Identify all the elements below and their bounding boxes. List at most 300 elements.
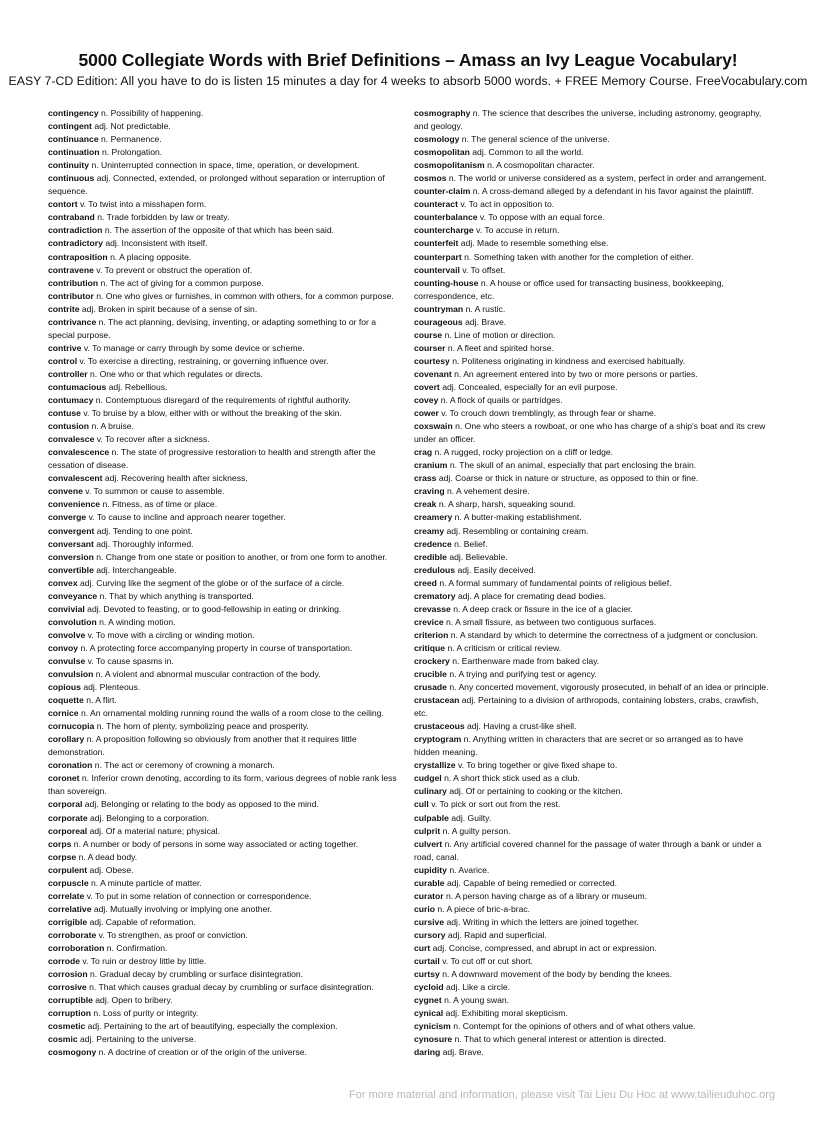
entry-definition: adj. Tending to one point. [96,525,193,536]
entry-definition: n. Something taken with another for the completion of either. [464,251,694,262]
entry-term: continuity [48,160,90,171]
entry-term: counter-claim [414,186,471,197]
dictionary-entry [48,107,401,120]
dictionary-entry [414,185,770,198]
entry-term: continuation [48,147,100,158]
entry-definition: v. To exercise a directing, restraining, or governing influence over. [79,355,329,366]
entry-term: courser [414,342,446,353]
entry-term: curtsy [414,969,440,980]
dictionary-entry [414,642,770,655]
entry-term: cudgel [414,773,442,784]
dictionary-entry [48,968,401,981]
entry-term: cygnet [414,995,442,1006]
entry-definition: n. That which causes gradual decay by crumbling or surface disintegration. [89,982,374,993]
entry-definition: n. A rustic. [465,303,506,314]
entry-term: cosmology [414,134,460,145]
dictionary-entry [48,772,401,798]
entry-term: contradictory [48,238,103,249]
dictionary-entry [414,107,770,133]
entry-term: credible [414,551,447,562]
entry-definition: n. A trying and purifying test or agency. [449,669,597,680]
entry-term: curt [414,943,431,953]
entry-term: control [48,355,78,366]
entry-definition: n. A cosmopolitan character. [487,160,595,171]
entry-term: criterion [414,629,449,640]
entry-term: coronet [48,773,80,784]
dictionary-entry [414,577,770,590]
dictionary-entry [48,655,401,668]
entry-term: controller [48,368,88,379]
entry-definition: n. The world or universe considered as a system, perfect in order and arrangement. [448,173,767,184]
entry-definition: n. The skull of an animal, especially that part enclosing the brain. [449,460,697,471]
entry-definition: n. A house or office used for transacting business, bookkeeping, correspondence, etc. [414,277,724,301]
entry-term: courtesy [414,355,450,366]
entry-definition: n. Trade forbidden by law or treaty. [97,212,230,223]
entry-term: contraband [48,212,95,223]
entry-definition: v. To put in some relation of connection or correspondence. [86,890,312,901]
dictionary-entry [414,864,770,877]
entry-definition: n. Permanence. [101,134,162,145]
dictionary-entry [414,629,770,642]
entry-term: counting-house [414,277,479,288]
entry-definition: adj. Inconsistent with itself. [105,238,208,249]
entry-term: crustacean [414,695,460,706]
entry-definition: adj. Belonging to a corporation. [90,812,209,823]
entry-term: cornice [48,708,79,719]
dictionary-entry [48,224,401,237]
entry-definition: v. To bruise by a blow, either with or without the breaking of the skin. [83,408,342,419]
entry-definition: n. A small fissure, as between two contiguous surfaces. [446,616,657,627]
entry-definition: n. Contemptuous disregard of the requirements of rightful authority. [95,395,351,406]
dictionary-entry [414,981,770,994]
dictionary-entry [48,564,401,577]
entry-definition: adj. Obese. [89,864,134,875]
entry-term: convertible [48,564,94,575]
dictionary-entry [414,251,770,264]
entry-term: conversion [48,551,94,562]
entry-definition: adj. Having a crust-like shell. [467,721,577,732]
entry-definition: v. To prevent or obstruct the operation of. [96,264,253,275]
entry-term: contravene [48,264,94,275]
entry-definition: adj. Recovering health after sickness. [104,473,248,484]
entry-definition: n. A protecting force accompanying property in course of transportation. [80,642,353,653]
entry-term: corporate [48,812,88,823]
dictionary-entry [414,485,770,498]
entry-definition: n. Prolongation. [101,147,163,158]
entry-term: corroborate [48,929,97,940]
entry-definition: n. Possibility of happening. [101,108,204,118]
footer-note: For more material and information, please visit Tai Lieu Du Hoc at www.tailieuduhoc.org [349,1089,775,1101]
dictionary-entry [48,525,401,538]
dictionary-entry [414,798,770,811]
entry-definition: v. To accuse in return. [476,225,560,236]
entry-term: corruption [48,1008,91,1019]
dictionary-entry [414,994,770,1007]
entry-definition: v. To offset. [462,264,506,275]
dictionary-entry [414,694,770,720]
entry-definition: adj. Pertaining to the art of beautifying, especially the complexion. [87,1021,338,1032]
entry-term: copious [48,682,81,693]
dictionary-entry [48,642,401,655]
entry-term: corporeal [48,825,88,836]
entry-term: cranium [414,460,448,471]
entry-definition: n. A dead body. [78,851,138,862]
dictionary-entry [414,720,770,733]
entry-definition: adj. Of a material nature; physical. [89,825,220,836]
dictionary-entry [48,825,401,838]
entry-definition: n. The act of giving for a common purpose. [100,277,264,288]
entry-definition: n. A butter-making establishment. [454,512,582,523]
dictionary-entry [48,237,401,250]
entry-term: contingent [48,121,92,132]
entry-definition: adj. Rapid and superficial. [447,929,547,940]
dictionary-entry [414,668,770,681]
dictionary-entry [48,394,401,407]
dictionary-entry [414,903,770,916]
dictionary-entry [414,211,770,224]
entry-definition: n. A piece of bric-a-brac. [437,903,531,914]
entry-definition: n. One who or that which regulates or directs. [90,368,263,379]
dictionary-entry [414,381,770,394]
dictionary-entry [414,733,770,759]
dictionary-entry [414,472,770,485]
dictionary-entry [48,590,401,603]
entry-term: contraposition [48,251,108,262]
entry-term: covenant [414,368,452,379]
entry-definition: n. A winding motion. [99,616,176,627]
dictionary-entry [48,511,401,524]
entry-term: daring [414,1047,441,1058]
entry-definition: n. A bruise. [91,421,134,432]
page-title: 5000 Collegiate Words with Brief Definitions – Amass an Ivy League Vocabulary! [78,50,738,70]
dictionary-entry [48,342,401,355]
dictionary-entry [48,1020,401,1033]
entry-definition: n. That by which anything is transported. [99,590,254,601]
entry-definition: n. Change from one state or position to another, or from one form to another. [96,551,388,562]
dictionary-entry [414,1007,770,1020]
entry-definition: adj. Concise, compressed, and abrupt in act or expression. [432,943,657,953]
dictionary-entry [48,472,401,485]
entry-term: course [414,329,443,340]
dictionary-entry [48,316,401,342]
entry-definition: adj. Curving like the segment of the globe or of the surface of a circle. [80,577,345,588]
entry-term: coquette [48,695,84,706]
dictionary-entry [48,290,401,303]
dictionary-entry [414,1033,770,1046]
entry-term: cynosure [414,1034,453,1045]
entry-term: covey [414,395,439,406]
dictionary-entry [414,303,770,316]
entry-term: convulse [48,655,86,666]
entry-term: contuse [48,408,81,419]
dictionary-entry [414,407,770,420]
dictionary-entry [48,498,401,511]
entry-term: convex [48,577,78,588]
entry-definition: n. One who gives or furnishes, in common with others, for a common purpose. [96,290,394,301]
entry-term: convalesce [48,434,95,445]
entry-definition: adj. Interchangeable. [96,564,177,575]
entry-term: convergent [48,525,95,536]
entry-definition: adj. Guilty. [451,812,492,823]
entry-definition: adj. A place for cremating dead bodies. [457,590,607,601]
entry-term: credulous [414,564,456,575]
entry-term: conversant [48,538,94,549]
dictionary-entry [414,198,770,211]
entry-term: cosmetic [48,1021,86,1032]
entry-term: crematory [414,590,456,601]
entry-term: convolve [48,629,86,640]
dictionary-entry [414,446,770,459]
dictionary-entry [414,1020,770,1033]
dictionary-entry [48,355,401,368]
entry-definition: v. To strengthen, as proof or conviction. [98,929,248,940]
dictionary-entry [414,681,770,694]
dictionary-entry [414,355,770,368]
entry-definition: adj. Broken in spirit because of a sense of sin. [81,303,258,314]
entry-term: corrosion [48,969,88,980]
dictionary-entry [48,538,401,551]
entry-term: creamery [414,512,453,523]
entry-term: contort [48,199,78,210]
entry-definition: adj. Plenteous. [83,682,141,693]
entry-definition: adj. Connected, extended, or prolonged without separation or interruption of sequence. [48,173,385,197]
right-column [414,107,770,1059]
entry-term: corruptible [48,995,93,1006]
entry-term: convolution [48,616,97,627]
entry-definition: n. A deep crack or fissure in the ice of a glacier. [453,603,633,614]
entry-definition: n. A number or body of persons in some way associated or acting together. [73,838,359,849]
dictionary-entry [414,838,770,864]
entry-definition: n. That to which general interest or attention is directed. [454,1034,667,1045]
page-subtitle: EASY 7-CD Edition: All you have to do is listen 15 minutes a day for 4 weeks to absorb 5000 words. + FREE Memory Course. FreeVocabulary.com [8,74,808,88]
dictionary-entry [414,890,770,903]
dictionary-entry [48,133,401,146]
entry-definition: v. To move with a circling or winding motion. [87,629,255,640]
entry-definition: n. A formal summary of fundamental points of religious belief. [439,577,672,588]
entry-definition: n. A guilty person. [442,825,511,836]
dictionary-entry [48,303,401,316]
dictionary-entry [48,146,401,159]
entry-term: convene [48,486,83,497]
entry-definition: n. A placing opposite. [110,251,192,262]
entry-term: contributor [48,290,94,301]
entry-definition: n. Gradual decay by crumbling or surface disintegration. [90,969,304,980]
entry-definition: n. Earthenware made from baked clay. [452,655,600,666]
dictionary-entry [414,785,770,798]
entry-term: culpable [414,812,449,823]
entry-term: conveyance [48,590,98,601]
dictionary-entry [48,603,401,616]
entry-definition: adj. Capable of reformation. [89,916,196,927]
entry-term: counterfeit [414,238,459,249]
entry-definition: v. To bring together or give fixed shape to. [457,760,618,771]
entry-definition: n. A downward movement of the body by bending the knees. [442,969,672,980]
entry-term: cupidity [414,864,447,875]
dictionary-entry [414,655,770,668]
entry-definition: adj. Pertaining to the universe. [80,1034,197,1045]
dictionary-entry [414,916,770,929]
dictionary-entry [414,538,770,551]
entry-term: counterbalance [414,212,478,223]
entry-term: contrite [48,303,80,314]
entry-term: crockery [414,655,450,666]
dictionary-entry [414,564,770,577]
entry-term: convivial [48,603,85,614]
entry-term: creed [414,577,437,588]
entry-definition: adj. Coarse or thick in nature or structure, as opposed to thin or fine. [438,473,699,484]
left-column [48,107,401,1059]
entry-term: crucible [414,669,447,680]
entry-term: convulsion [48,669,94,680]
dictionary-entry [414,759,770,772]
dictionary-entry [414,277,770,303]
dictionary-entry [414,159,770,172]
entry-term: covert [414,381,440,392]
entry-definition: n. Fitness, as of time or place. [102,499,218,510]
entry-definition: v. To ruin or destroy little by little. [82,956,207,967]
entry-term: contradiction [48,225,103,236]
dictionary-entry [414,968,770,981]
entry-term: contumacy [48,395,94,406]
entry-term: corps [48,838,72,849]
entry-term: corrigible [48,916,88,927]
dictionary-entry [48,838,401,851]
entry-definition: n. The act planning, devising, inventing, or adapting something to or for a special purpose. [48,316,377,340]
dictionary-entry [48,381,401,394]
dictionary-entry [48,864,401,877]
entry-definition: n. A criticism or critical review. [447,642,562,653]
dictionary-entry [48,707,401,720]
entry-definition: adj. Resembling or containing cream. [446,525,589,536]
entry-term: countervail [414,264,460,275]
dictionary-entry [48,942,401,955]
entry-definition: n. A flock of quails or partridges. [440,395,563,406]
entry-definition: n. Politeness originating in kindness and exercised habitually. [452,355,686,366]
dictionary-entry [48,929,401,942]
entry-term: crustaceous [414,721,465,732]
entry-term: convalescence [48,447,110,458]
entry-definition: n. A short thick stick used as a club. [444,773,580,784]
entry-definition: n. Loss of purity or integrity. [93,1008,199,1019]
entry-term: crevasse [414,603,451,614]
dictionary-entry [414,329,770,342]
entry-definition: n. Anything written in characters that are secret or so arranged as to have hidden meaning. [414,734,744,758]
dictionary-entry [48,251,401,264]
entry-definition: adj. Pertaining to a division of arthropods, containing lobsters, crabs, crawfish, etc. [414,695,759,719]
entry-term: cosmogony [48,1047,97,1058]
entry-term: contingency [48,108,99,118]
entry-term: corpse [48,851,77,862]
dictionary-entry [414,420,770,446]
dictionary-entry [48,916,401,929]
dictionary-entry [414,590,770,603]
entry-definition: adj. Thoroughly informed. [96,538,194,549]
entry-term: cynicism [414,1021,451,1032]
dictionary-entry [414,368,770,381]
entry-term: crevice [414,616,444,627]
entry-term: contrive [48,342,82,353]
entry-term: courageous [414,316,463,327]
entry-definition: adj. Easily deceived. [457,564,536,575]
dictionary-entry [48,955,401,968]
entry-term: cosmos [414,173,447,184]
entry-term: curio [414,903,436,914]
entry-definition: adj. Rebellious. [108,381,168,392]
entry-definition: n. Contempt for the opinions of others and of what others value. [453,1021,696,1032]
entry-definition: adj. Believable. [449,551,508,562]
entry-term: contumacious [48,381,107,392]
dictionary-entry [48,1033,401,1046]
entry-term: coronation [48,760,93,771]
dictionary-entry [48,877,401,890]
entry-definition: v. To pick or sort out from the rest. [431,799,561,810]
entry-term: corpulent [48,864,88,875]
dictionary-entry [48,277,401,290]
entry-definition: n. Line of motion or direction. [444,329,556,340]
entry-term: counteract [414,199,458,210]
entry-term: crag [414,447,433,458]
entry-term: coxswain [414,421,453,432]
entry-definition: n. The assertion of the opposite of that which has been said. [104,225,334,236]
dictionary-entry [414,955,770,968]
entry-definition: n. A doctrine of creation or of the origin of the universe. [98,1047,307,1058]
dictionary-entry [414,342,770,355]
dictionary-entry [48,694,401,707]
entry-term: corporal [48,799,83,810]
entry-term: cosmopolitan [414,147,470,158]
entry-definition: adj. Brave. [465,316,507,327]
entry-definition: n. Any artificial covered channel for the passage of water through a bank or under a road, canal. [414,838,762,862]
dictionary-entry [48,616,401,629]
entry-term: contusion [48,421,90,432]
entry-term: craving [414,486,445,497]
dictionary-entry [48,851,401,864]
dictionary-entry [414,1046,770,1059]
dictionary-entry [48,981,401,994]
dictionary-entry [48,407,401,420]
entry-term: contrivance [48,316,97,327]
entry-term: corrode [48,956,80,967]
entry-definition: adj. Of or pertaining to cooking or the kitchen. [449,786,623,797]
entry-definition: v. To summon or cause to assemble. [85,486,225,497]
entry-term: creak [414,499,437,510]
dictionary-entry [414,929,770,942]
entry-definition: adj. Not predictable. [94,121,171,132]
dictionary-entry [414,133,770,146]
dictionary-entry [48,994,401,1007]
dictionary-entry [414,551,770,564]
dictionary-entry [48,812,401,825]
entry-term: cosmopolitanism [414,160,485,171]
dictionary-entry [414,459,770,472]
dictionary-entry [48,798,401,811]
entry-term: cull [414,799,429,810]
dictionary-entry [414,264,770,277]
entry-definition: adj. Mutually involving or implying one another. [93,903,273,914]
entry-definition: adj. Common to all the world. [472,147,584,158]
entry-definition: v. To crouch down tremblingly, as through fear or shame. [441,408,657,419]
entry-term: crusade [414,682,447,693]
entry-term: cosmography [414,108,471,118]
entry-term: critique [414,642,446,653]
entry-definition: n. A sharp, harsh, squeaking sound. [438,499,576,510]
entry-definition: n. A rugged, rocky projection on a cliff or ledge. [434,447,614,458]
entry-term: corrosive [48,982,87,993]
entry-definition: n. A violent and abnormal muscular contraction of the body. [95,669,321,680]
entry-definition: n. A flirt. [86,695,117,706]
dictionary-entry [48,368,401,381]
entry-term: cynical [414,1008,444,1019]
